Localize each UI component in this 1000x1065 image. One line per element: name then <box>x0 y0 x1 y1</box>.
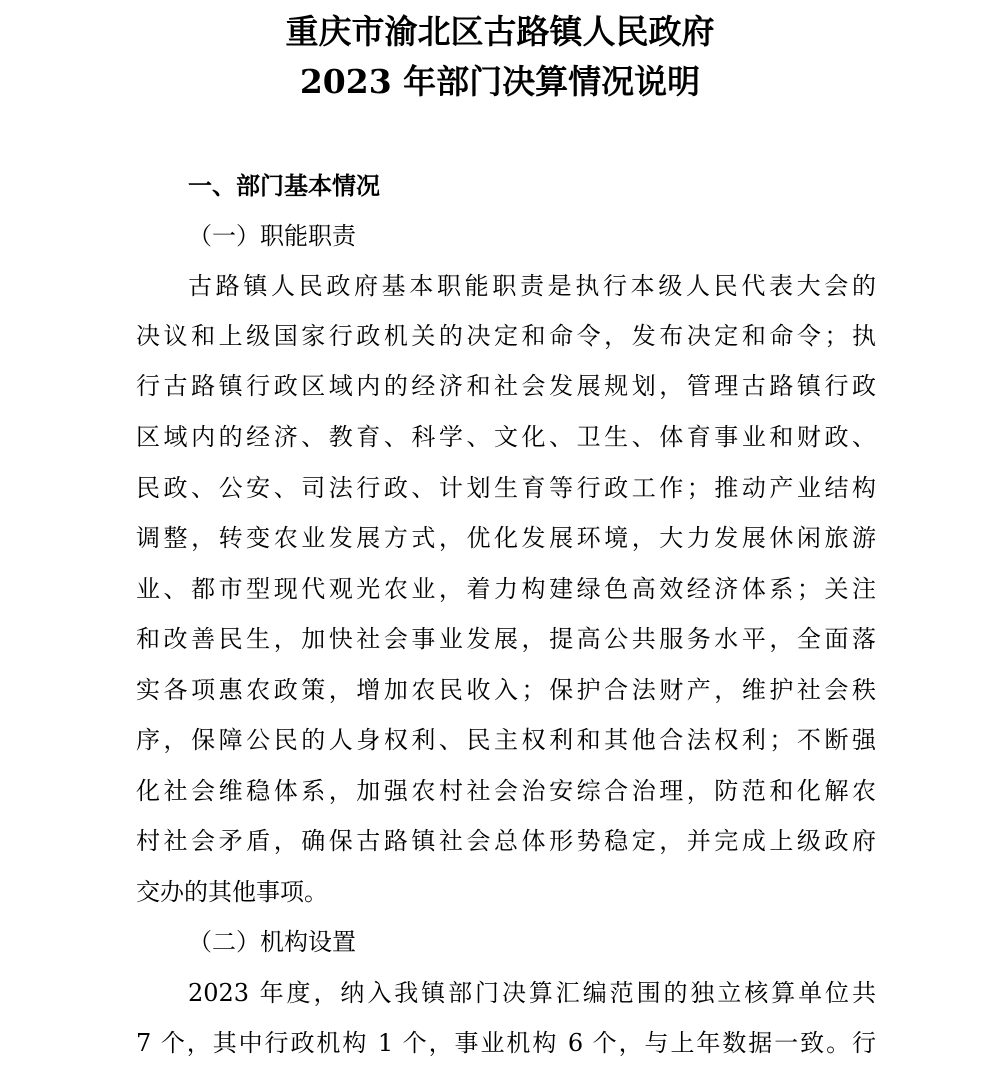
document-title-line-1: 重庆市渝北区古路镇人民政府 <box>285 12 715 51</box>
paragraph-line: 行古路镇行政区域内的经济和社会发展规划，管理古路镇行政 <box>136 372 876 400</box>
paragraph-line: 序，保障公民的人身权利、民主权利和其他合法权利；不断强 <box>136 726 876 754</box>
section-heading-basic-info: 一、部门基本情况 <box>188 172 380 200</box>
subsection-heading-org-setup: （二）机构设置 <box>188 928 356 956</box>
paragraph-line: 化社会维稳体系，加强农村社会治安综合治理，防范和化解农 <box>136 777 876 805</box>
paragraph-line: 业、都市型现代观光农业，着力构建绿色高效经济体系；关注 <box>136 575 876 603</box>
paragraph-line: 2023 年度，纳入我镇部门决算汇编范围的独立核算单位共 <box>188 979 876 1007</box>
paragraph-line: 实各项惠农政策，增加农民收入；保护合法财产，维护社会秩 <box>136 676 876 704</box>
document-title-line-2: 2023 年部门决算情况说明 <box>299 62 701 101</box>
paragraph-line: 调整，转变农业发展方式，优化发展环境，大力发展休闲旅游 <box>136 524 876 552</box>
paragraph-line: 交办的其他事项。 <box>136 878 328 906</box>
paragraph-line: 村社会矛盾，确保古路镇社会总体形势稳定，并完成上级政府 <box>136 827 876 855</box>
paragraph-line: 区域内的经济、教育、科学、文化、卫生、体育事业和财政、 <box>136 423 876 451</box>
subsection-heading-functions: （一）职能职责 <box>188 222 356 250</box>
paragraph-line: 民政、公安、司法行政、计划生育等行政工作；推动产业结构 <box>136 474 876 502</box>
paragraph-line: 和改善民生，加快社会事业发展，提高公共服务水平，全面落 <box>136 625 876 653</box>
paragraph-line: 决议和上级国家行政机关的决定和命令，发布决定和命令；执 <box>136 322 876 350</box>
paragraph-line: 7 个，其中行政机构 1 个，事业机构 6 个，与上年数据一致。行 <box>136 1029 876 1057</box>
paragraph-line: 古路镇人民政府基本职能职责是执行本级人民代表大会的 <box>188 272 876 300</box>
